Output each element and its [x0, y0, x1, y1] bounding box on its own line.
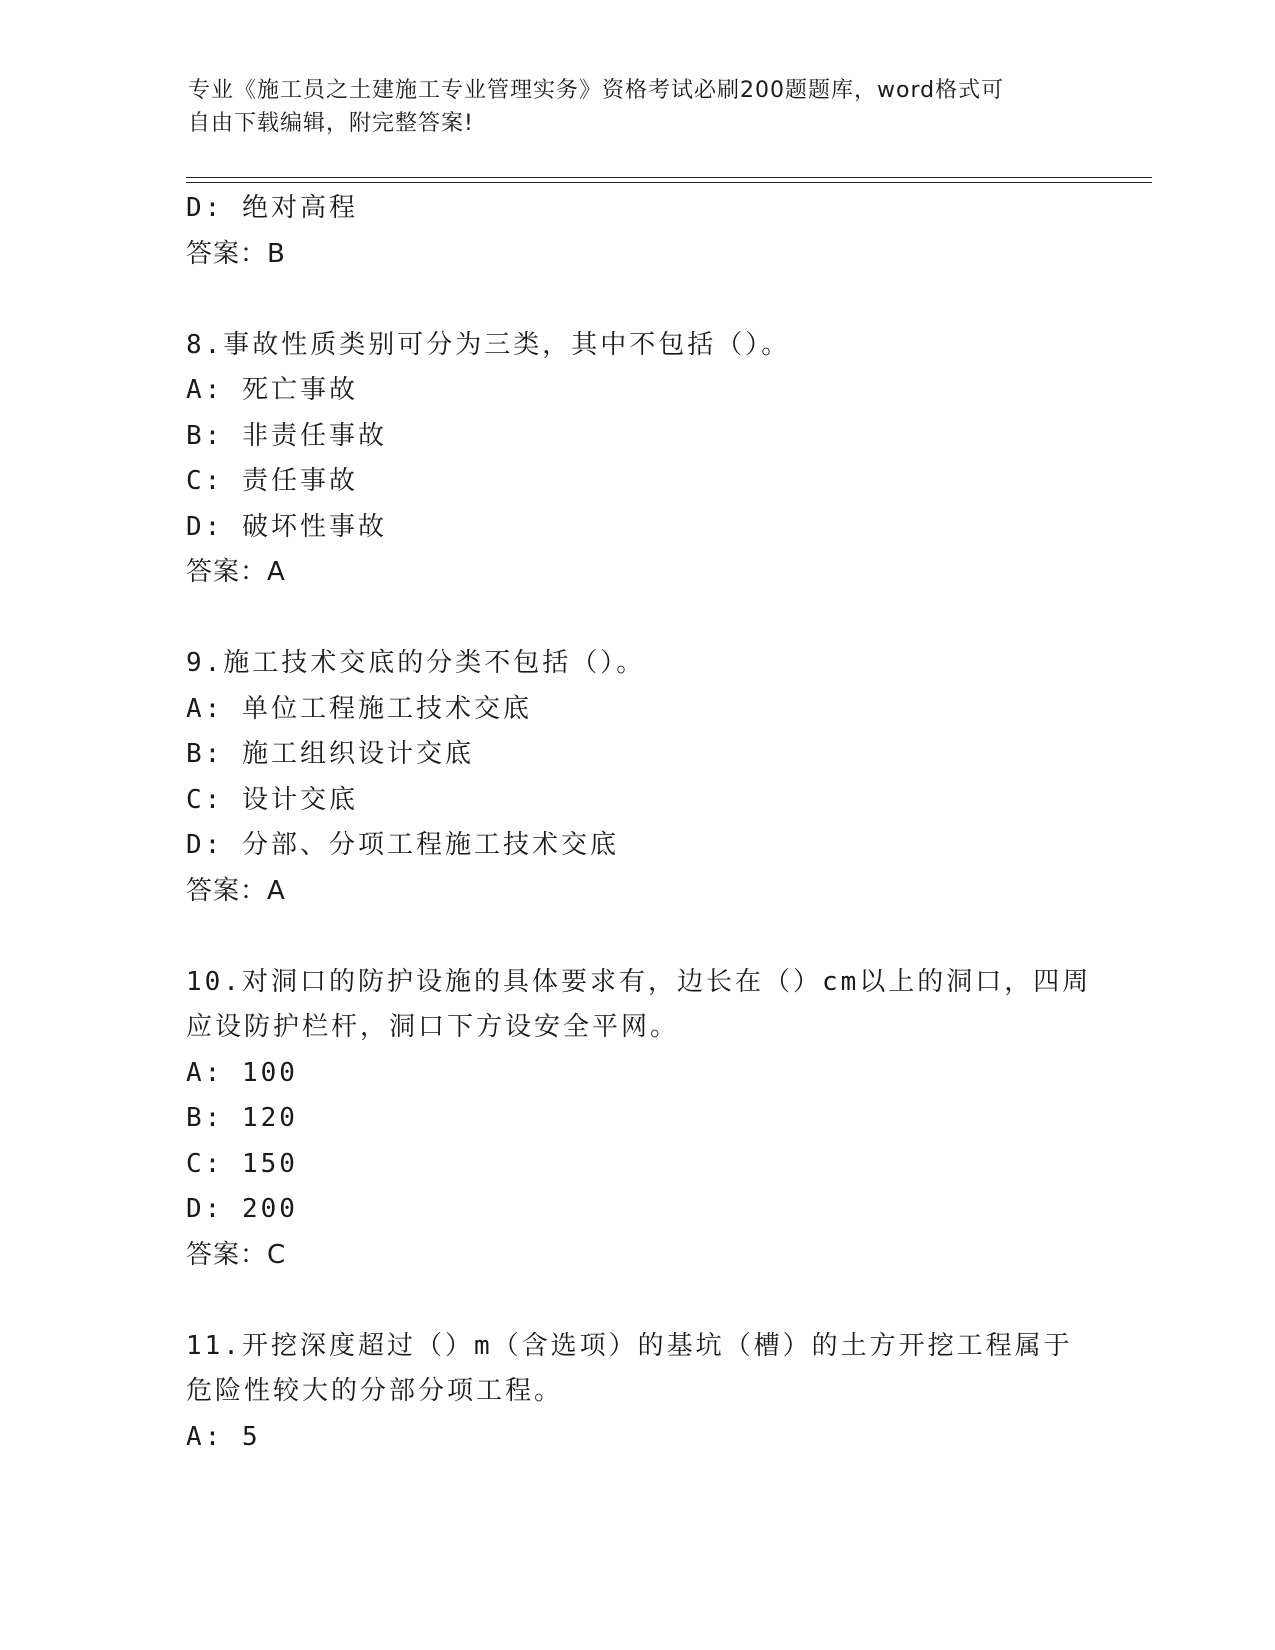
- spacer: [186, 277, 1086, 323]
- option-a: A: 单位工程施工技术交底: [186, 693, 532, 724]
- option-b: B: 120: [186, 1103, 298, 1133]
- question-list: [186, 186, 1092, 1460]
- option-a: A: 5: [186, 1421, 261, 1452]
- header-divider-top: [186, 177, 1152, 178]
- question-stem: 9.施工技术交底的分类不包括（）。: [186, 648, 646, 678]
- answer-line: 答案：A: [186, 875, 286, 906]
- spacer: [186, 596, 1086, 642]
- question-11: [186, 1324, 1086, 1461]
- page-header: [188, 74, 1068, 140]
- option-d: D: 分部、分项工程施工技术交底: [186, 830, 619, 860]
- question-stem-line-1: 11.开挖深度超过（）m（含选项）的基坑（槽）的土方开挖工程属于: [186, 1330, 1073, 1361]
- header-title-line-1: 专业《施工员之土建施工专业管理实务》资格考试必刷200题题库，word格式可: [188, 78, 1005, 103]
- answer-line: 答案：B: [186, 238, 286, 269]
- option-c: C: 责任事故: [186, 466, 358, 496]
- option-d: D: 破坏性事故: [186, 511, 387, 542]
- option-a: A: 死亡事故: [186, 375, 358, 405]
- option-c: C: 设计交底: [186, 784, 358, 815]
- option-d: D: 200: [186, 1194, 298, 1224]
- answer-line: 答案：A: [186, 557, 286, 587]
- question-stem: 8.事故性质类别可分为三类，其中不包括（）。: [186, 329, 791, 360]
- question-stem-line-2: 危险性较大的分部分项工程。: [186, 1376, 564, 1406]
- option-c: C: 150: [186, 1148, 298, 1179]
- question-stem-line-2: 应设防护栏杆，洞口下方设安全平网。: [186, 1012, 680, 1042]
- option-a: A: 100: [186, 1057, 298, 1088]
- header-divider-bottom: [186, 182, 1152, 183]
- question-stem-line-1: 10.对洞口的防护设施的具体要求有，边长在（）cm以上的洞口，四周: [186, 966, 1092, 997]
- header-title-line-2: 自由下载编辑，附完整答案!: [188, 111, 474, 136]
- option-d: D: 绝对高程: [186, 193, 358, 223]
- question-8: [186, 323, 1086, 596]
- question-9: [186, 641, 1086, 914]
- question-10: [186, 960, 1092, 1279]
- option-b: B: 非责任事故: [186, 420, 387, 451]
- option-b: B: 施工组织设计交底: [186, 739, 474, 769]
- answer-line: 答案：C: [186, 1239, 287, 1270]
- question-7-tail: [186, 186, 1086, 277]
- spacer: [186, 914, 1086, 960]
- spacer: [186, 1278, 1086, 1324]
